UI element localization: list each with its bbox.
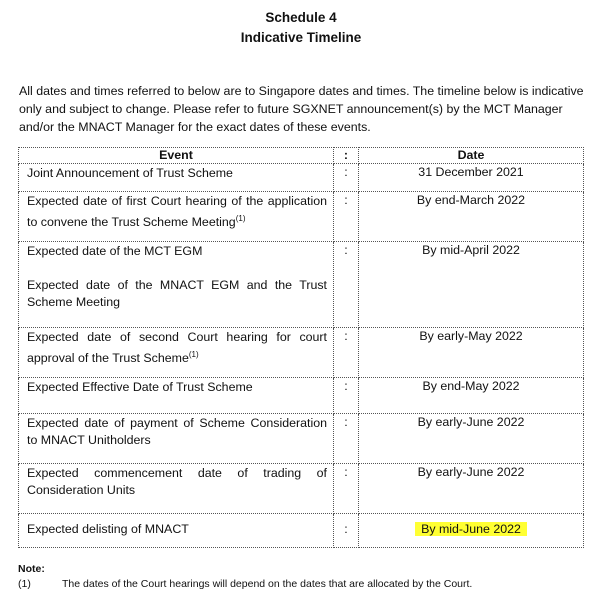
colon-cell: : [334, 192, 359, 242]
colon-cell: : [334, 164, 359, 192]
schedule-heading: Schedule 4 [265, 10, 337, 25]
footnote-number: (1) [18, 578, 31, 590]
colon-cell: : [334, 464, 359, 514]
date-cell: By mid-April 2022 [359, 242, 584, 328]
event-cell: Expected delisting of MNACT [19, 514, 334, 548]
date-column-header: Date [359, 148, 584, 164]
date-cell: By early-May 2022 [359, 328, 584, 378]
colon-cell: : [334, 378, 359, 414]
footnote-text: The dates of the Court hearings will depend on the dates that are allocated by the Court. [62, 578, 473, 590]
date-cell: 31 December 2021 [359, 164, 584, 192]
colon-cell: : [334, 514, 359, 548]
timeline-table [18, 147, 584, 548]
colon-cell: : [334, 414, 359, 464]
table-row [19, 464, 584, 514]
highlighted-date: By mid-June 2022 [415, 522, 527, 536]
table-row [19, 328, 584, 378]
table-header-row [19, 148, 584, 164]
table-row [19, 378, 584, 414]
event-cell: Expected date of payment of Scheme Consideration to MNACT Unitholders [19, 414, 334, 464]
footnote-marker: (1) [235, 214, 246, 223]
colon-cell: : [334, 242, 359, 328]
colon-cell: : [334, 328, 359, 378]
event-cell: Joint Announcement of Trust Scheme [19, 164, 334, 192]
date-cell [359, 514, 584, 548]
event-cell: Expected commencement date of trading of Consideration Units [19, 464, 334, 514]
event-column-header: Event [19, 148, 334, 164]
table-row [19, 164, 584, 192]
table-row [19, 192, 584, 242]
intro-paragraph: All dates and times referred to below are to Singapore dates and times. The timeline below is indicative only and subject to change. Please refer to future SGXNET announcement(s) by the MCT Manager and/or the MNACT Manager for the exact dates of these events. [19, 84, 584, 134]
date-cell: By end-March 2022 [359, 192, 584, 242]
table-row [19, 414, 584, 464]
date-cell: By early-June 2022 [359, 464, 584, 514]
event-cell: Expected date of first Court hearing of the application to convene the Trust Scheme Meeting$^{(1)}$ [19, 192, 334, 242]
footnote-marker: (1) [188, 350, 199, 359]
page-title: Indicative Timeline [240, 30, 362, 45]
note-label: Note: [18, 563, 45, 575]
table-row [19, 242, 584, 328]
date-cell: By end-May 2022 [359, 378, 584, 414]
table-row [19, 514, 584, 548]
colon-column-header: : [334, 148, 359, 164]
event-cell: Expected date of the MCT EGM Expected date of the MNACT EGM and the Trust Scheme Meeting [19, 242, 334, 328]
date-cell: By early-June 2022 [359, 414, 584, 464]
event-cell: Expected Effective Date of Trust Scheme [19, 378, 334, 414]
event-cell: Expected date of second Court hearing for court approval of the Trust Scheme$^{(1)}$ [19, 328, 334, 378]
